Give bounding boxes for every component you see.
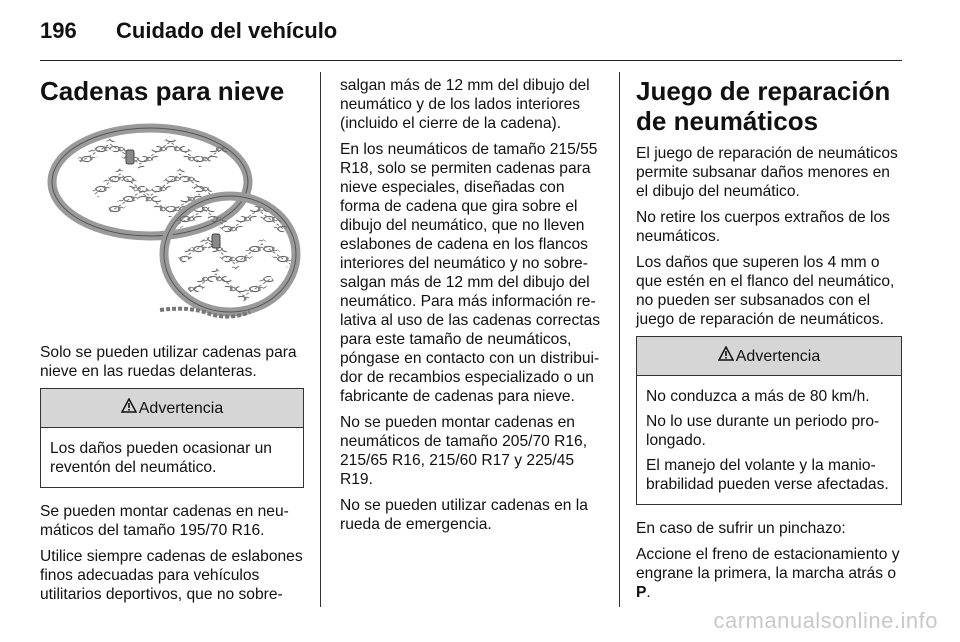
warning-item: El manejo del volante y la maniobrabilidad pueden verse afectadas.: [646, 457, 889, 493]
column-3: [636, 76, 902, 609]
section-heading-repair-kit: Juego de reparación de neumáticos: [636, 76, 891, 136]
paragraph: No se pueden montar cadenas en neumáticos de tamaño 205/70 R16, 215/65 R16, 215/60 R17 y 225/45 R19.: [340, 414, 588, 488]
column-1: [40, 76, 304, 611]
column-divider: [619, 72, 620, 607]
warning-header: [41, 389, 303, 428]
paragraph-end: .: [646, 584, 651, 601]
warning-text: Los daños pueden ocasionar un reventón del neumático.: [50, 440, 272, 476]
page-header: [40, 14, 902, 61]
paragraph: salgan más de 12 mm del dibujo del neumático y de los lados interiores (incluido el cierre de la cadena).: [340, 77, 590, 132]
warning-item: No lo use durante un periodo prolongado.: [646, 413, 880, 449]
warning-box: [40, 388, 304, 488]
paragraph: Los daños que superen los 4 mm o que estén en el flanco del neumático, no pueden ser subsanados con el juego de reparación de neumáticos.: [636, 254, 895, 328]
paragraph: En los neumáticos de tamaño 215/55 R18, solo se permiten cadenas para nieve especiales, diseñadas con forma de cadena que gira sobre el dibujo del neumático, que no lleven eslabones de cadena en los flancos interiores del neumático y no sobresalgan más de 12 mm del dibujo del neumático. Para más información relativa al uso de las cadenas correctas para este tamaño de neumáticos, póngase en contacto con un distribuidor de recambios especializado o un fabricante de cadenas para nieve.: [340, 141, 601, 405]
warning-item: No conduzca a más de 80 km/h.: [646, 388, 870, 405]
paragraph: Utilice siempre cadenas de eslabones finos adecuadas para vehículos utilitarios deportivos, que no sobre-: [40, 548, 303, 603]
paragraph-text: Accione el freno de estacionamiento y engrane la primera, la marcha atrás o: [636, 546, 900, 582]
paragraph: No se pueden utilizar cadenas en la rueda de emergencia.: [340, 497, 588, 533]
paragraph: Solo se pueden utilizar cadenas para nieve en las ruedas delanteras.: [40, 344, 297, 380]
warning-header: [637, 337, 901, 376]
snow-chain-illustration: [40, 114, 302, 329]
warning-triangle-icon: [121, 398, 137, 418]
gear-p-label: P: [636, 584, 647, 601]
column-divider: [320, 72, 321, 607]
paragraph: El juego de reparación de neumáticos permite subsanar daños menores en el dibujo del neumático.: [636, 145, 898, 200]
warning-body: [41, 428, 303, 487]
warning-title: Advertencia: [735, 347, 821, 365]
paragraph: [636, 545, 902, 602]
chapter-title: Cuidado del vehículo: [116, 18, 338, 43]
warning-title: Advertencia: [138, 399, 224, 417]
paragraph: Se pueden montar cadenas en neumáticos del tamaño 195/70 R16.: [40, 503, 289, 539]
paragraph: En caso de sufrir un pinchazo:: [636, 520, 846, 537]
section-heading-snow-chains: Cadenas para nieve: [40, 76, 285, 106]
column-2: [340, 76, 604, 541]
warning-body: [637, 376, 901, 504]
paragraph: No retire los cuerpos extraños de los neumáticos.: [636, 209, 890, 245]
watermark: carmanualsonline.info: [713, 608, 938, 633]
page-number: 196: [40, 18, 77, 43]
warning-box: [636, 336, 902, 505]
warning-triangle-icon: [718, 346, 734, 366]
